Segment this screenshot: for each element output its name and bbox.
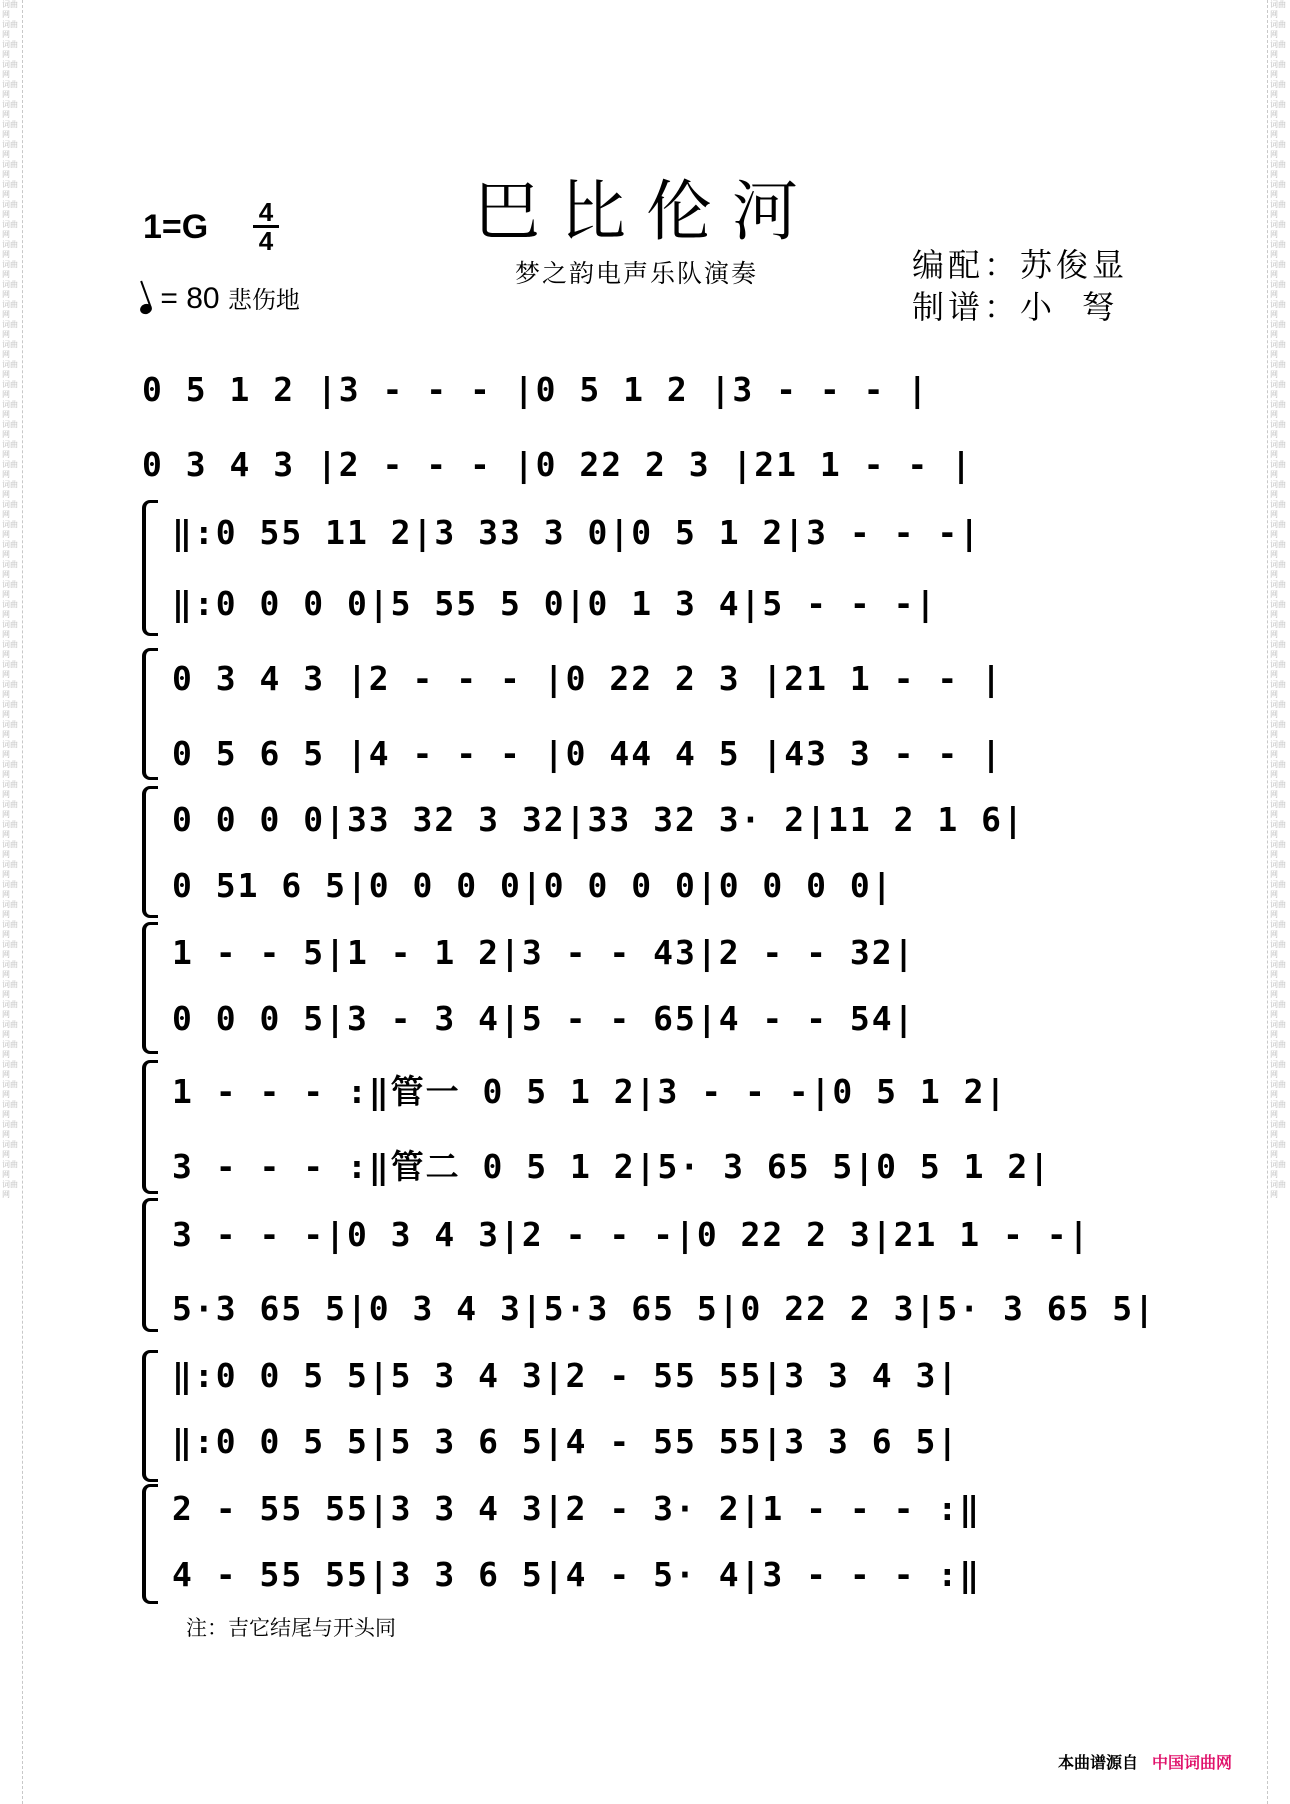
source-site-link[interactable]: 中国词曲网 — [1152, 1755, 1233, 1772]
score-row-15 — [172, 1348, 1182, 1408]
score-row-11 — [172, 1058, 1182, 1118]
score-row-1 — [142, 362, 1152, 422]
watermark-text-left: 词曲网 词曲网 词曲网 词曲网 词曲网 词曲网 词曲网 词曲网 词曲网 词曲网 词曲网 词曲网 词曲网 词曲网 词曲网 词曲网 词曲网 词曲网 词曲网 词曲网 词曲网 词曲网 词曲网 词曲网 词曲网 词曲网 词曲网 词曲网 词曲网 词曲网 词曲网 词曲网 词曲网 词曲网 词曲网 词曲网 词曲网 词曲网 词曲网 词曲网 词曲网 词曲网 词曲网 词曲网 词曲网 词曲网 词曲网 词曲网 词曲网 词曲网 词曲网 词曲网 词曲网 词曲网 词曲网 词曲网 词曲网 词曲网 词曲网 词曲网 — [2, 0, 18, 1199]
score-row-13 — [172, 1207, 1182, 1267]
score-row-8 — [172, 858, 1182, 918]
score-row-12 — [172, 1133, 1182, 1193]
quarter-note-icon — [139, 302, 154, 316]
score-row-4 — [172, 576, 1182, 636]
time-signature — [253, 197, 279, 256]
score-row-text: 0 3 4 3 |2 - - - |0 22 2 3 |21 1 - - | — [142, 445, 973, 484]
right-margin-watermark — [1267, 0, 1290, 1804]
score-row-text: 0 5 1 2 |3 - - - |0 5 1 2 |3 - - - | — [142, 370, 930, 409]
arranger-label: 编配： — [912, 246, 1021, 284]
arranger-credit — [912, 240, 1128, 286]
tempo-mood: 悲伤地 — [227, 287, 300, 314]
score-row-text: ‖:0 0 5 5|5 3 6 5|4 - 55 55|3 3 6 5| — [172, 1422, 960, 1461]
score-row-5 — [172, 651, 1182, 711]
system-bracket — [142, 500, 158, 636]
score-row-text: 0 3 4 3 |2 - - - |0 22 2 3 |21 1 - - | — [172, 659, 1003, 698]
score-row-text: 5·3 65 5|0 3 4 3|5·3 65 5|0 22 2 3|5· 3 65 5| — [172, 1289, 1157, 1328]
system-bracket — [142, 786, 158, 918]
score-row-6 — [172, 726, 1182, 786]
score-row-text: 1 - - 5|1 - 1 2|3 - - 43|2 - - 32| — [172, 933, 916, 972]
score-row-10 — [172, 991, 1182, 1051]
system-bracket — [142, 922, 158, 1054]
time-signature-bottom: 4 — [258, 226, 274, 256]
score-row-text: ‖:0 0 5 5|5 3 4 3|2 - 55 55|3 3 4 3| — [172, 1356, 960, 1395]
score-row-text: 0 0 0 0|33 32 3 32|33 32 3· 2|11 2 1 6| — [172, 800, 1025, 839]
performer-subtitle: 梦之韵电声乐队演奏 — [515, 259, 759, 288]
score-row-2 — [142, 437, 1152, 497]
score-row-text: 3 - - -|0 3 4 3|2 - - -|0 22 2 3|21 1 - -| — [172, 1215, 1091, 1254]
tempo-marking — [140, 280, 300, 316]
score-row-16 — [172, 1414, 1182, 1474]
score-row-7 — [172, 792, 1182, 852]
footnote: 注：吉它结尾与开头同 — [186, 1617, 396, 1640]
system-bracket — [142, 1484, 158, 1604]
score-row-text: 3 - - - :‖管二 0 5 1 2|5· 3 65 5|0 5 1 2| — [172, 1147, 1052, 1186]
score-row-text: 2 - 55 55|3 3 4 3|2 - 3· 2|1 - - - :‖ — [172, 1489, 982, 1528]
system-bracket — [142, 1350, 158, 1482]
system-bracket — [142, 648, 158, 780]
watermark-text-right: 词曲网 词曲网 词曲网 词曲网 词曲网 词曲网 词曲网 词曲网 词曲网 词曲网 词曲网 词曲网 词曲网 词曲网 词曲网 词曲网 词曲网 词曲网 词曲网 词曲网 词曲网 词曲网 词曲网 词曲网 词曲网 词曲网 词曲网 词曲网 词曲网 词曲网 词曲网 词曲网 词曲网 词曲网 词曲网 词曲网 词曲网 词曲网 词曲网 词曲网 词曲网 词曲网 词曲网 词曲网 词曲网 词曲网 词曲网 词曲网 词曲网 词曲网 词曲网 词曲网 词曲网 词曲网 词曲网 词曲网 词曲网 词曲网 词曲网 词曲网 — [1270, 0, 1286, 1199]
time-signature-top: 4 — [258, 197, 274, 227]
score-row-text: ‖:0 55 11 2|3 33 3 0|0 5 1 2|3 - - -| — [172, 513, 982, 552]
source-credit — [1058, 1750, 1232, 1773]
score-row-text: 0 51 6 5|0 0 0 0|0 0 0 0|0 0 0 0| — [172, 866, 894, 905]
tempo-value: = 80 — [160, 282, 220, 315]
left-margin-watermark — [0, 0, 23, 1804]
score-row-text: ‖:0 0 0 0|5 55 5 0|0 1 3 4|5 - - -| — [172, 584, 938, 623]
score-row-text: 0 0 0 5|3 - 3 4|5 - - 65|4 - - 54| — [172, 999, 916, 1038]
transcriber-name: 小弩 — [1020, 288, 1145, 326]
transcriber-label: 制谱： — [912, 288, 1021, 326]
arranger-name: 苏俊显 — [1020, 246, 1129, 284]
score-row-9 — [172, 925, 1182, 985]
score-row-text: 1 - - - :‖管一 0 5 1 2|3 - - -|0 5 1 2| — [172, 1072, 1008, 1111]
system-bracket — [142, 1198, 158, 1332]
song-title: 巴比伦河 — [474, 173, 818, 250]
score-row-18 — [172, 1547, 1182, 1607]
score-row-3 — [172, 505, 1182, 565]
key-signature: 1=G — [143, 208, 209, 246]
source-label: 本曲谱源自 — [1058, 1755, 1139, 1772]
score-row-14 — [172, 1281, 1182, 1341]
score-row-text: 0 5 6 5 |4 - - - |0 44 4 5 |43 3 - - | — [172, 734, 1003, 773]
transcriber-credit — [912, 282, 1144, 328]
score-row-text: 4 - 55 55|3 3 6 5|4 - 5· 4|3 - - - :‖ — [172, 1555, 982, 1594]
score-row-17 — [172, 1481, 1182, 1541]
system-bracket — [142, 1060, 158, 1194]
